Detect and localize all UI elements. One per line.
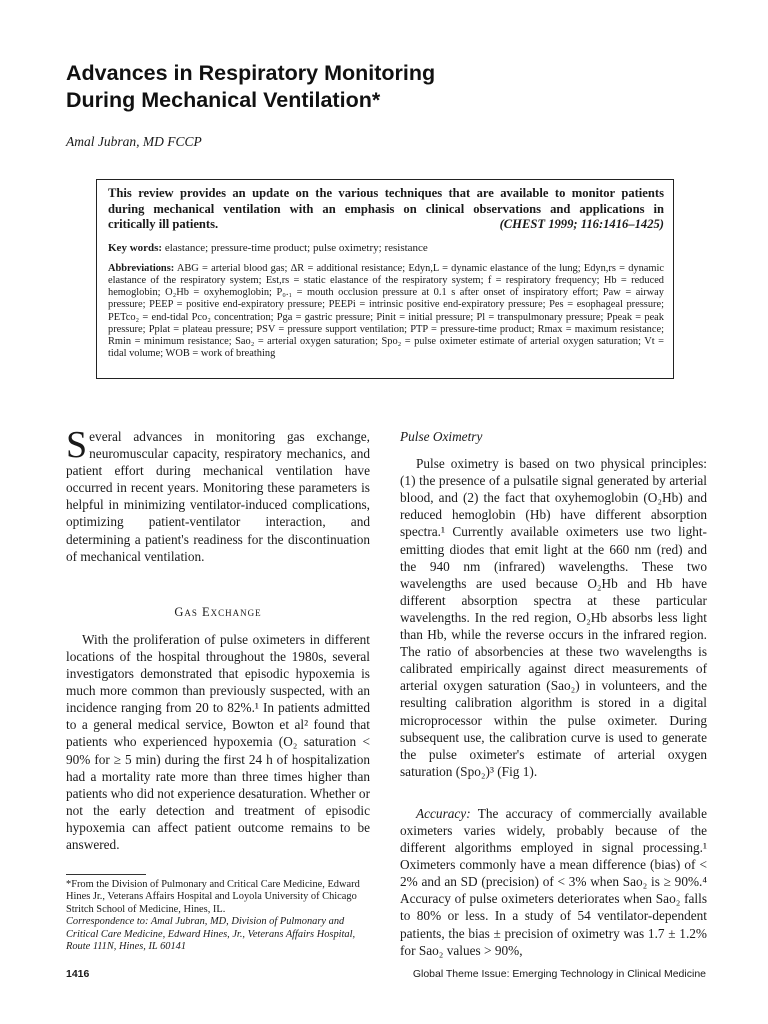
keywords-label: Key words: <box>108 241 163 254</box>
citation: (CHEST 1999; 116:1416–1425) <box>499 217 664 232</box>
page-number: 1416 <box>66 968 90 980</box>
journal-issue: Global Theme Issue: Emerging Technology in Clinical Medicine <box>412 968 706 980</box>
abbreviations-label: Abbreviations: <box>108 262 175 274</box>
heading-rest-xchange: xchange <box>210 604 262 619</box>
footnote-affiliation: *From the Division of Pulmonary and Critical Care Medicine, Edward Hines Jr., Veterans Affairs Hospital and Loyola University of Chicago Stritch School of Medicine, Hines, IL. <box>66 879 360 915</box>
heading-initial-e: E <box>202 604 211 619</box>
footnote <box>66 879 370 953</box>
article-title <box>66 60 706 114</box>
summary-line-3: critically ill patients. <box>108 217 219 232</box>
intro-paragraph <box>66 424 370 565</box>
left-column <box>66 424 371 853</box>
summary-line-1: This review provides an update on the various techniques that are available to monitor patients <box>108 186 664 200</box>
heading-rest-as: as <box>184 604 203 619</box>
author-byline: Amal Jubran, MD FCCP <box>66 134 202 149</box>
summary-last-line <box>108 217 664 233</box>
summary-line-2: during mechanical ventilation with an emphasis on clinical observations and applications in <box>108 201 664 216</box>
abstract-box <box>96 179 674 379</box>
gas-exchange-paragraph: With the proliferation of pulse oximeters in different locations of the hospital throughout the 1980s, several investigators demonstrated that episodic hypoxemia is much more common than previously suspected, with an incidence ranging from 20 to 82%.¹ In patients admitted to a general medical service, Bowton et al² found that patients who experienced hypoxemia (O₂ saturation < 90% for ≥ 5 min) during the first 24 h of hospitalization had a mortality rate more than three times higher than patients who did not experience desaturation. Whether or not the early detection and treatment of episodic hypoxemia can affect patient outcome remains to be answered. <box>66 631 371 852</box>
keywords-text: elastance; pressure-time product; pulse oximetry; resistance <box>164 241 428 254</box>
accuracy-paragraph <box>400 805 707 959</box>
section-heading-gas-exchange <box>66 604 370 621</box>
right-column <box>400 428 707 959</box>
accuracy-text: The accuracy of commercially available oximeters varies widely, probably because of the different algorithms employed in signal processing.¹ Oximeters commonly have a mean difference (bias) of < 2% and an SD (precision) of < 3% when Sao₂ is ≥ 90%.⁴ Accuracy of pulse oximeters deteriorates when Sao₂ falls to 80% or less. In a study of 54 ventilator-dependent patients, the bias ± precision of oximetry was 1.7 ± 1.2% for Sao₂ values > 90%, <box>400 805 707 958</box>
subheading-pulse-oximetry: Pulse Oximetry <box>400 429 483 444</box>
keywords <box>108 242 664 255</box>
heading-initial-g: G <box>174 604 185 619</box>
drop-cap: S <box>66 424 88 466</box>
accuracy-label: Accuracy: <box>416 805 471 821</box>
intro-text: everal advances in monitoring gas exchange, neuromuscular capacity, respiratory mechanics, and patient effort during mechanical ventilation have occurred in recent years. Monitoring these parameters is helpful in minimizing ventilator-induced complications, optimizing patient-ventilator interaction, and determining a patient's readiness for the discontinuation of mechanical ventilation. <box>66 429 370 564</box>
abstract-summary <box>108 186 664 233</box>
abbreviations-text: ABG = arterial blood gas; ΔR = additional resistance; Edyn,L = dynamic elastance of the lung; Edyn,rs = dynamic elastance of the respiratory system; Est,rs = static elastance of the respiratory system; f = respiratory frequency; Hb = reduced hemoglobin; O₂Hb = oxyhemoglobin; P₀.₁ = mouth occlusion pressure at 0.1 s after onset of inspiratory effort; Paw = airway pressure; PEEP = positive end-expiratory pressure; PEEPi = intrinsic positive end-expiratory pressure; Pes = esophageal pressure; PETco₂ = end-tidal Pco₂ concentration; Pga = gastric pressure; Pinit = initial pressure; Pl = transpulmonary pressure; Ppeak = peak pressure; Pplat = plateau pressure; PSV = pressure support ventilation; PTP = pressure-time product; Rmax = maximum resistance; Rmin = minimum resistance; Sao₂ = arterial oxygen saturation; Spo₂ = pulse oximeter estimate of arterial oxygen saturation; Vt = tidal volume; WOB = work of breathing <box>108 262 664 360</box>
footnote-rule <box>66 874 146 875</box>
abbreviations <box>108 263 664 361</box>
footnote-correspondence: Correspondence to: Amal Jubran, MD, Division of Pulmonary and Critical Care Medicine, Edward Hines, Jr., Veterans Affairs Hospital, Route 111N, Hines, IL 60141 <box>66 916 356 953</box>
pulse-oximetry-paragraph: Pulse oximetry is based on two physical principles: (1) the presence of a pulsatile signal generated by arterial blood, and (2) the fact that oxyhemoglobin (O₂Hb) and reduced hemoglobin (Hb) have different absorption spectra.¹ Currently available oximeters use two light-emitting diodes that emit light at the 660 nm (red) and the 940 nm (infrared) wavelengths. These two wavelengths are used because O₂Hb and Hb have different absorption spectra at these particular wavelengths. In the red region, O₂Hb absorbs less light than Hb, while the reverse occurs in the infrared region. The ratio of absorbencies at these two wavelengths is calibrated empirically against direct measurements of arterial oxygen saturation (Sao₂) in volunteers, and the resulting calibration algorithm is stored in a digital microprocessor within the pulse oximeter. During subsequent use, the calibration curve is used to generate the pulse oximeter's estimate of arterial oxygen saturation (Spo₂)³ (Fig 1). <box>400 456 707 779</box>
title-line-1: Advances in Respiratory Monitoring <box>66 61 436 85</box>
title-line-2: During Mechanical Ventilation* <box>66 88 381 112</box>
